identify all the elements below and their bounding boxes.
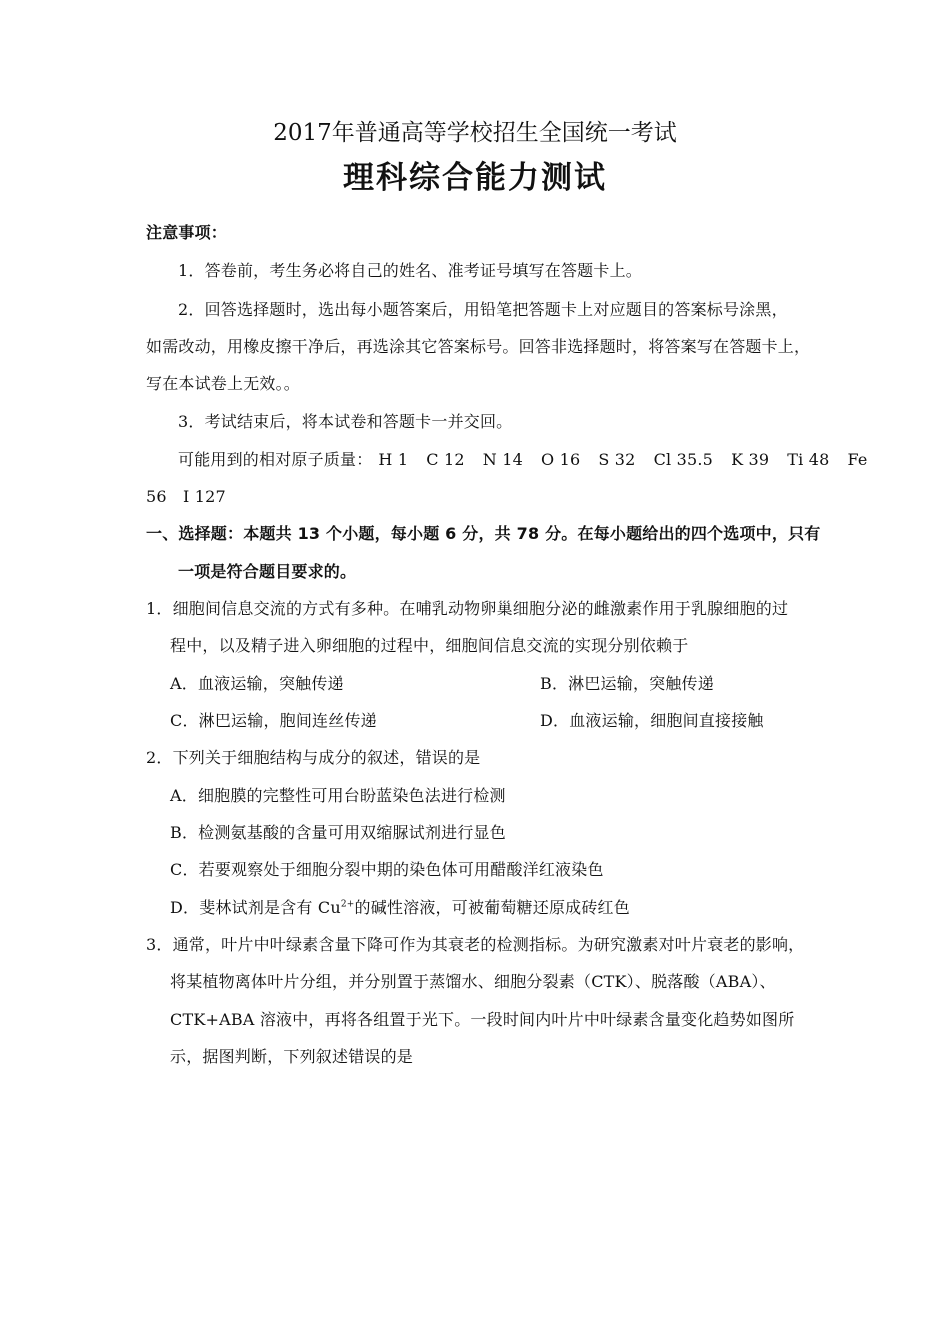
question-1-option-c: C．淋巴运输，胞间连丝传递 [170, 711, 377, 730]
notice-item-2-line-3: 写在本试卷上无效。。 [146, 374, 301, 393]
atom-mass: H 1 [378, 450, 409, 469]
question-3-stem-line-2: 将某植物离体叶片分组，并分别置于蒸馏水、细胞分裂素（CTK）、脱落酸（ABA）、 [170, 972, 776, 991]
atom-mass: C 12 [426, 450, 465, 469]
atom-mass: O 16 [540, 450, 581, 469]
question-2-stem: 2．下列关于细胞结构与成分的叙述，错误的是 [146, 748, 481, 767]
notice-heading: 注意事项： [146, 223, 228, 242]
atom-mass: N 14 [482, 450, 523, 469]
question-3-stem-line-4: 示，据图判断，下列叙述错误的是 [170, 1047, 414, 1066]
question-2-option-a: A．细胞膜的完整性可用台盼蓝染色法进行检测 [170, 786, 506, 805]
notice-item-3: 3．考试结束后，将本试卷和答题卡一并交回。 [178, 412, 513, 431]
notice-item-2-line-1: 2．回答选择题时，选出每小题答案后，用铅笔把答题卡上对应题目的答案标号涂黑， [178, 300, 788, 319]
section-heading-line-2: 一项是符合题目要求的。 [178, 562, 357, 581]
question-1-stem-line-2: 程中，以及精子进入卵细胞的过程中，细胞间信息交流的实现分别依赖于 [170, 636, 689, 655]
notice-item-1: 1．答卷前，考生务必将自己的姓名、准考证号填写在答题卡上。 [178, 261, 642, 280]
atomic-masses-line-2: 56 I 127 [146, 487, 226, 506]
question-2-option-b: B．检测氨基酸的含量可用双缩脲试剂进行显色 [170, 823, 506, 842]
question-1-option-b: B．淋巴运输，突触传递 [540, 674, 714, 693]
question-2-option-c: C．若要观察处于细胞分裂中期的染色体可用醋酸洋红液染色 [170, 860, 604, 879]
atom-mass: K 39 [731, 450, 770, 469]
atom-mass: S 32 [598, 450, 636, 469]
atom-mass: Ti 48 [787, 450, 830, 469]
question-1-option-a: A．血液运输，突触传递 [170, 674, 344, 693]
option-d-text-end: 的碱性溶液，可被葡萄糖还原成砖红色 [354, 898, 630, 917]
atom-mass: Cl 35.5 [653, 450, 714, 469]
atomic-masses-label: 可能用到的相对原子质量： [178, 450, 373, 469]
question-1-option-d: D．血液运输，细胞间直接接触 [540, 711, 764, 730]
section-heading-line-1: 一、选择题：本题共 13 个小题，每小题 6 分，共 78 分。在每小题给出的四个选项中，只有 [146, 524, 821, 543]
charge-superscript: 2+ [340, 899, 355, 910]
atom-mass: Fe [847, 450, 868, 469]
notice-item-2-line-2: 如需改动，用橡皮擦干净后，再选涂其它答案标号。回答非选择题时，将答案写在答题卡上， [146, 337, 811, 356]
question-2-option-d [170, 897, 630, 919]
exam-title: 2017年普通高等学校招生全国统一考试 [273, 120, 677, 146]
atomic-masses-line-1 [178, 449, 868, 471]
question-1-stem-line-1: 1．细胞间信息交流的方式有多种。在哺乳动物卵巢细胞分泌的雌激素作用于乳腺细胞的过 [146, 599, 789, 618]
question-3-stem-line-1: 3．通常，叶片中叶绿素含量下降可作为其衰老的检测指标。为研究激素对叶片衰老的影响， [146, 935, 805, 954]
paper-title: 理科综合能力测试 [343, 160, 607, 196]
question-3-stem-line-3: CTK+ABA 溶液中，再将各组置于光下。一段时间内叶片中叶绿素含量变化趋势如图所 [170, 1010, 795, 1029]
option-d-text-start: D．斐林试剂是含有 Cu [170, 898, 341, 917]
